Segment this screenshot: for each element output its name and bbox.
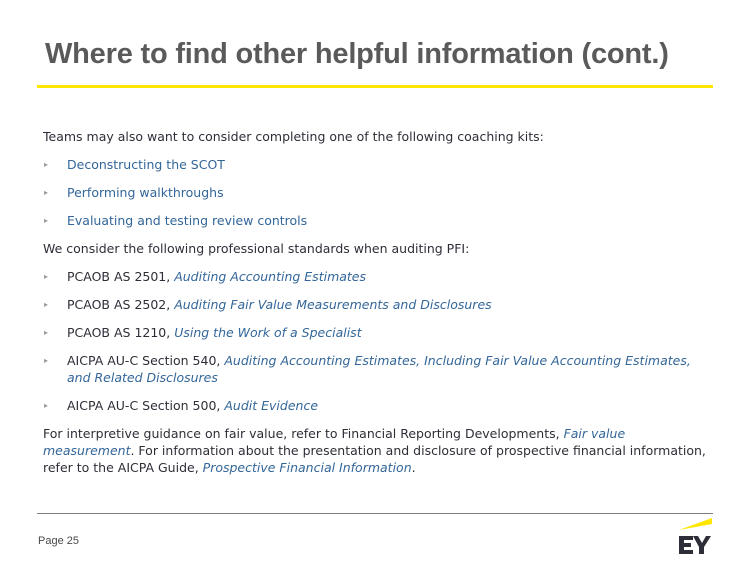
list-item-standard	[43, 397, 708, 414]
list-item-coaching-kit	[43, 156, 708, 173]
coaching-kit-link[interactable]: Deconstructing the SCOT	[67, 157, 225, 172]
closing-text-1: For interpretive guidance on fair value, refer to Financial Reporting Developments,	[43, 426, 564, 441]
list-item-coaching-kit	[43, 184, 708, 201]
standard-title-link[interactable]: Audit Evidence	[224, 398, 319, 413]
standard-title-link[interactable]: Auditing Accounting Estimates, Including Fair Value Accounting Estimates, and Related Disclosures	[67, 353, 691, 385]
bullet-icon: ▸	[44, 188, 49, 197]
closing-text-3: .	[411, 460, 416, 475]
standard-title-link[interactable]: Auditing Fair Value Measurements and Disclosures	[174, 297, 492, 312]
page-number: Page 25	[38, 535, 79, 547]
standard-title-link[interactable]: Using the Work of a Specialist	[174, 325, 362, 340]
list-item-standard	[43, 268, 708, 285]
list-item-coaching-kit	[43, 212, 708, 229]
ey-logo	[676, 518, 714, 556]
list-item-standard	[43, 296, 708, 313]
standard-code: PCAOB AS 2502,	[67, 297, 175, 312]
bullet-icon: ▸	[44, 216, 49, 225]
fair-value-link[interactable]: Fair value measurement	[43, 426, 626, 458]
coaching-kit-link[interactable]: Evaluating and testing review controls	[67, 213, 308, 228]
list-item-standard	[43, 352, 708, 386]
standards-intro: We consider the following professional standards when auditing PFI:	[43, 241, 470, 256]
coaching-kit-link[interactable]: Performing walkthroughs	[67, 185, 224, 200]
standard-code: PCAOB AS 2501,	[67, 269, 175, 284]
standard-code: PCAOB AS 1210,	[67, 325, 175, 340]
body-content	[43, 128, 708, 487]
standard-code: AICPA AU-C Section 540,	[67, 353, 225, 368]
closing-paragraph	[43, 425, 708, 476]
bullet-icon: ▸	[44, 328, 49, 337]
bullet-icon: ▸	[44, 356, 49, 365]
bullet-icon: ▸	[44, 401, 49, 410]
standard-code: AICPA AU-C Section 500,	[67, 398, 225, 413]
closing-text-2: . For information about the presentation and disclosure of prospective financial information, refer to the AICPA Guide,	[43, 443, 706, 475]
coaching-intro: Teams may also want to consider completing one of the following coaching kits:	[43, 129, 544, 144]
list-item-standard	[43, 324, 708, 341]
bullet-icon: ▸	[44, 300, 49, 309]
standard-title-link[interactable]: Auditing Accounting Estimates	[174, 269, 367, 284]
bullet-icon: ▸	[44, 160, 49, 169]
pfi-guide-link[interactable]: Prospective Financial Information	[202, 460, 412, 475]
footer-divider	[37, 513, 713, 514]
bullet-icon: ▸	[44, 272, 49, 281]
page-title: Where to find other helpful information (cont.)	[45, 38, 669, 70]
title-underline	[37, 85, 713, 88]
